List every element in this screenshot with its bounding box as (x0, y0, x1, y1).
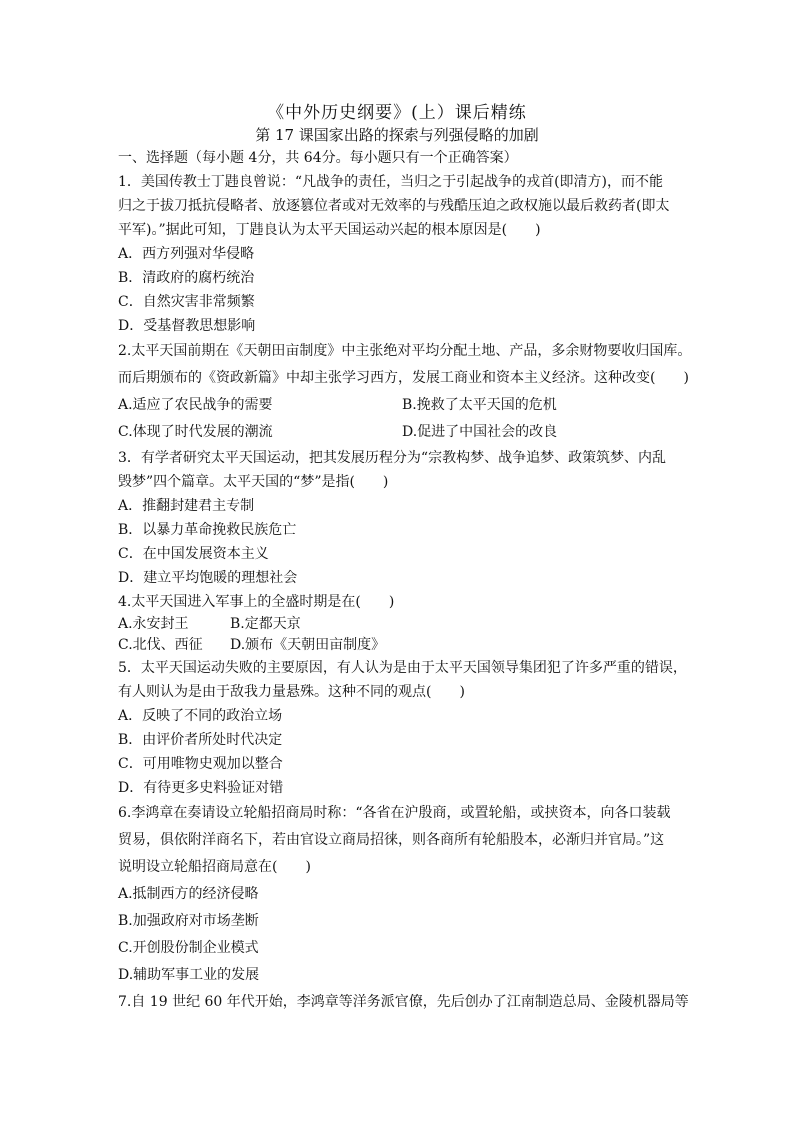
option-c: C.体现了时代发展的潮流 (118, 424, 273, 440)
option-b: B.挽救了太平天国的危机 (402, 397, 557, 413)
option-a: A.抵制西方的经济侵略 (118, 886, 259, 902)
question-text-line: 6.李鸿章在奏请设立轮船招商局时称：“各省在沪殷商，或置轮船，或挟资本，向各口装载 (118, 805, 671, 821)
option-c: C．可用唯物史观加以整合 (118, 756, 283, 772)
question-1 (118, 170, 688, 338)
option-d: D．受基督教思想影响 (118, 318, 256, 334)
option-c: C.北伐、西征 (118, 637, 203, 653)
question-text-line: 3．有学者研究太平天国运动，把其发展历程分为“宗教构梦、战争追梦、政策筑梦、内乱 (118, 450, 667, 466)
question-text-line: 归之于拔刀抵抗侵略者、放逐篡位者或对无效率的与残酷压迫之政权施以最后救药者(即太 (118, 198, 670, 214)
section-heading: 一、选择题（每小题 4分，共 64分。每小题只有一个正确答案） (118, 150, 518, 166)
question-5 (118, 656, 688, 800)
option-d: D.促进了中国社会的改良 (402, 424, 558, 440)
option-row (118, 614, 688, 635)
option-b: B．由评价者所处时代决定 (118, 732, 283, 748)
question-text-line: 2.太平天国前期在《天朝田亩制度》中主张绝对平均分配土地、产品，多余财物要收归国库。 (118, 343, 692, 359)
option-row (118, 635, 688, 656)
document-title: 《中外历史纲要》(上）课后精练 (267, 103, 527, 123)
option-b: B．以暴力革命挽救民族危亡 (118, 522, 297, 538)
option-a: A．反映了不同的政治立场 (118, 708, 283, 724)
question-3 (118, 446, 688, 590)
question-text-line: 毁梦”四个篇章。太平天国的“梦”是指( ) (118, 474, 389, 490)
lesson-subtitle: 第 17 课国家出路的探索与列强侵略的加剧 (255, 126, 539, 144)
option-row (118, 392, 688, 419)
option-a: A.适应了农民战争的需要 (118, 397, 273, 413)
option-d: D．建立平均饱暖的理想社会 (118, 570, 298, 586)
option-c: C．自然灾害非常频繁 (118, 294, 255, 310)
option-c: C.开创股份制企业模式 (118, 940, 259, 956)
question-2 (118, 338, 692, 446)
option-d: D．有待更多史料验证对错 (118, 780, 284, 796)
question-7 (118, 989, 688, 1016)
option-row (118, 419, 688, 446)
question-text-line: 7.自 19 世纪 60 年代开始，李鸿章等洋务派官僚，先后创办了江南制造总局、金陵机器局等 (118, 994, 689, 1010)
option-d: D.颁布《天朝田亩制度》 (230, 637, 386, 653)
question-text-line: 5．太平天国运动失败的主要原因，有人认为是由于太平天国领导集团犯了许多严重的错误， (118, 660, 687, 676)
option-d: D.辅助军事工业的发展 (118, 967, 260, 983)
question-text-line: 有人则认为是由于敌我力量悬殊。这种不同的观点( ) (118, 684, 465, 700)
document-body (118, 146, 692, 1016)
question-text-line: 平军)。”据此可知，丁韪良认为太平天国运动兴起的根本原因是( ) (118, 222, 541, 238)
question-text-line: 1．美国传教士丁韪良曾说：“凡战争的责任，当归之于引起战争的戎首(即清方)，而不能 (118, 174, 663, 190)
question-text-line: 贸易，俱依附洋商名下，若由官设立商局招徕，则各商所有轮船股本，必渐归并官局。”这 (118, 832, 665, 848)
question-6 (118, 800, 688, 989)
option-a: A．西方列强对华侵略 (118, 246, 255, 262)
question-text-line: 说明设立轮船招商局意在( ) (118, 859, 311, 875)
option-a: A.永安封王 (118, 616, 189, 632)
option-b: B.定都天京 (230, 616, 301, 632)
question-4 (118, 590, 688, 656)
option-c: C．在中国发展资本主义 (118, 546, 269, 562)
option-b: B．清政府的腐朽统治 (118, 270, 255, 286)
question-text-line: 4.太平天国进入军事上的全盛时期是在( ) (118, 594, 395, 610)
option-b: B.加强政府对市场垄断 (118, 913, 259, 929)
question-text-line: 而后期颁布的《资政新篇》中却主张学习西方，发展工商业和资本主义经济。这种改变( ) (118, 370, 689, 386)
option-a: A．推翻封建君主专制 (118, 498, 255, 514)
